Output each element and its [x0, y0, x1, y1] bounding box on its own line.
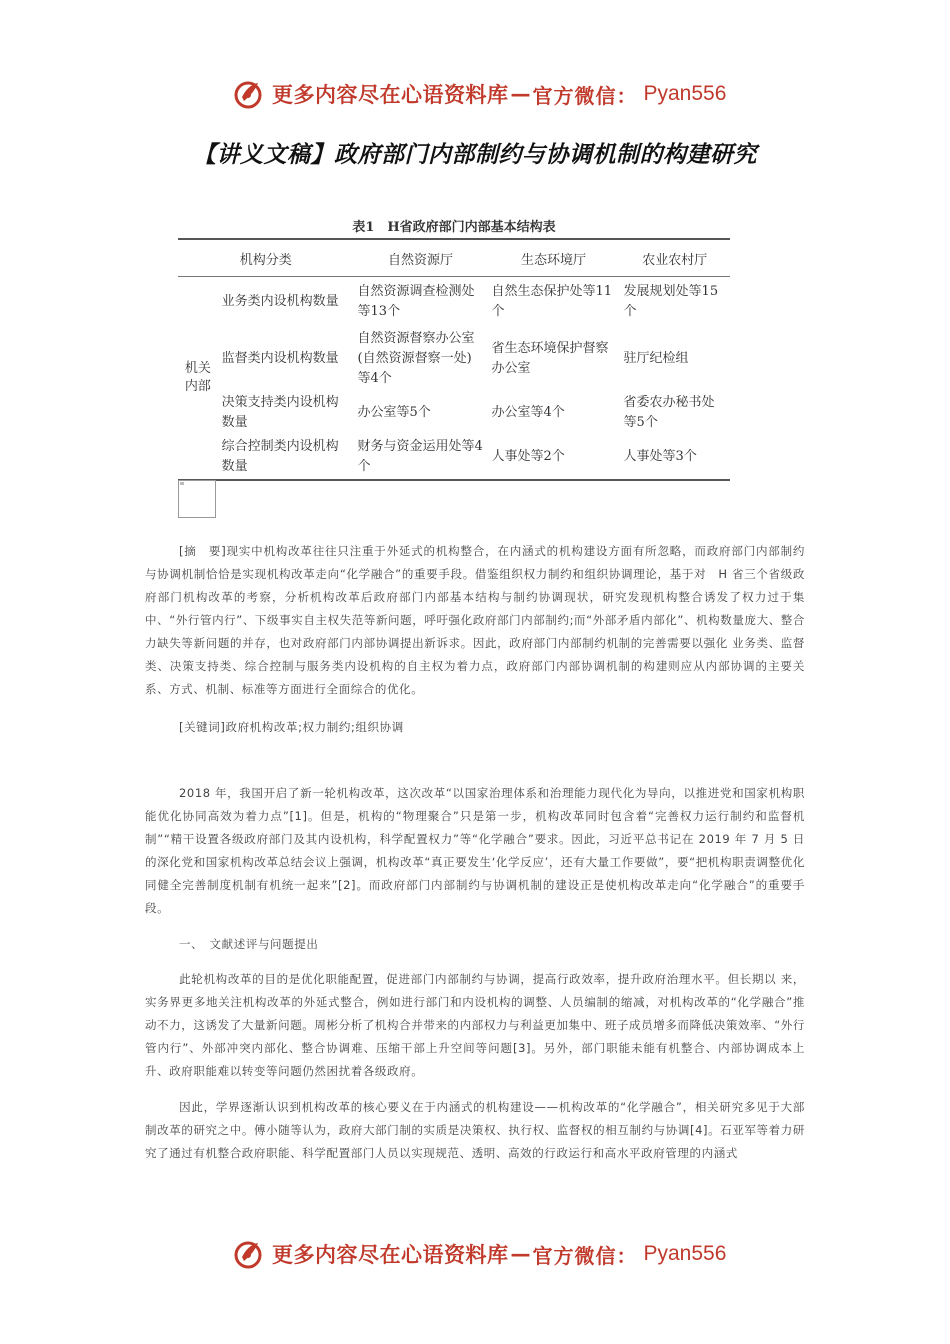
body-paragraph — [145, 782, 805, 920]
brand-logo-icon — [232, 77, 266, 111]
banner-wechat-label: 官方微信： — [532, 1243, 638, 1268]
broken-image-placeholder — [178, 480, 216, 518]
keywords-text: [关键词]政府机构改革;权力制约;组织协调 — [179, 720, 404, 734]
banner-separator: — — [510, 82, 531, 106]
table-row — [178, 435, 730, 480]
section-heading: 一、 文献述评与问题提出 — [179, 937, 319, 951]
table-cell: 自然资源督察办公室(自然资源督察一处)等4个 — [357, 330, 475, 386]
banner-text: 更多内容尽在心语资料库 — [272, 1242, 509, 1267]
header-banner — [232, 74, 752, 114]
table-cell: 自然生态保护处等11个 — [491, 283, 613, 319]
paragraph-text: 此轮机构改革的目的是优化职能配置，促进部门内部制约与协调，提高行政效率，提升政府治理水平。但长期以 来，实务界更多地关注机构改革的外延式整合，例如进行部门和内设机构的调整、人员编制的缩减，对机构改革的“化学融合”推动不力，这诱发了大量新问题。周彬分析了机构合并带来的内部权力与利益更加集中、班子成员增多而降低决策效率、“外行管内行”、外部冲突内部化、整合协调难、压缩干部上升空间等问题[3]。另外，部门职能未能有机整合、内部协调成本上升、政府职能难以转变等问题仍然困扰着各级政府。 — [145, 972, 805, 1078]
keywords-paragraph — [145, 716, 805, 739]
table-cell: 业务类内设机构数量 — [221, 293, 339, 309]
table-cell: 综合控制类内设机构数量 — [221, 438, 339, 474]
table-caption: 表1 H省政府部门内部基本结构表 — [352, 220, 556, 235]
table-cell: 人事处等3个 — [623, 448, 697, 464]
table-header-cell: 生态环境厅 — [488, 239, 620, 277]
footer-banner — [232, 1234, 752, 1274]
table-row — [178, 327, 730, 391]
table-cell: 办公室等5个 — [357, 404, 431, 420]
table-cell: 发展规划处等15个 — [623, 283, 719, 319]
banner-text: 更多内容尽在心语资料库 — [272, 82, 509, 107]
abstract-text: [摘 要]现实中机构改革往往只注重于外延式的机构整合，在内涵式的机构建设方面有所忽略，而政府部门内部制约与协调机制恰恰是实现机构改革走向“化学融合”的重要手段。借鉴组织权力制约和组织协调理论，基于对 H 省三个省级政府部门机构改革的考察，分析机构改革后政府部门内部基本结构与制约协调现状，研究发现机构整合诱发了权力过于集中、“外行管内行”、下级事实自主权失范等新问题，呼吁强化政府部门内部制约;而“外部矛盾内部化”、机构数量庞大、整合力缺失等新问题的并存，也对政府部门内部协调提出新诉求。因此，政府部门内部制约机制的完善需要以强化 业务类、监督类、决策支持类、综合控制与服务类内设机构的自主权为着力点，政府部门内部协调机制的构建则应从内部协调的主要关系、方式、机制、标准等方面进行全面综合的优化。 — [145, 544, 805, 696]
table-row — [178, 277, 730, 327]
structure-table — [178, 238, 730, 481]
banner-wechat-id: Pyan556 — [643, 82, 727, 105]
table-cell: 办公室等4个 — [491, 404, 565, 420]
banner-wechat-label: 官方微信： — [532, 83, 638, 108]
table-header-cell: 自然资源厅 — [354, 239, 488, 277]
paragraph-text: 因此，学界逐渐认识到机构改革的核心要义在于内涵式的机构建设——机构改革的“化学融合”，相关研究多见于大部制改革的研究之中。傅小随等认为，政府大部门制的实质是决策权、执行权、监督权的相互制约与协调[4]。石亚军等着力研究了通过有机整合政府职能、科学配置部门人员以实现规范、透明、高效的行政运行和高水平政府管理的内涵式 — [145, 1100, 805, 1160]
table-cell: 省生态环境保护督察办公室 — [491, 340, 609, 376]
table-header-cell: 机构分类 — [178, 239, 354, 277]
table-cell: 省委农办秘书处等5个 — [623, 394, 715, 430]
banner-wechat-id: Pyan556 — [643, 1242, 727, 1265]
table-header-cell: 农业农村厅 — [620, 239, 730, 277]
body-paragraph — [145, 968, 805, 1083]
body-paragraph — [145, 1096, 805, 1165]
page-title: 【讲义文稿】政府部门内部制约与协调机制的构建研究 — [193, 142, 757, 168]
abstract-paragraph — [145, 540, 805, 701]
table-cell: 自然资源调查检测处等13个 — [357, 283, 475, 319]
table-header-row — [178, 239, 730, 277]
banner-separator: — — [510, 1242, 531, 1266]
table-group-label: 机关内部 — [184, 360, 211, 394]
table-cell: 人事处等2个 — [491, 448, 565, 464]
table-cell: 决策支持类内设机构数量 — [221, 394, 339, 430]
paragraph-text: 2018 年，我国开启了新一轮机构改革，这次改革“以国家治理体系和治理能力现代化为导向，以推进党和国家机构职能优化协同高效为着力点”[1]。但是，机构的“物理聚合”只是第一步，机构改革同时包含着“完善权力运行制约和监督机制”“精干设置各级政府部门及其内设机构，科学配置权力”等“化学融合”要求。因此，习近平总书记在 2019 年 7 月 5 日的深化党和国家机构改革总结会议上强调，机构改革“真正要发生‘化学反应’，还有大量工作要做”，要“把机构职责调整优化同健全完善制度机制有机统一起来”[2]。而政府部门内部制约与协调机制的建设正是使机构改革走向“化学融合”的重要手段。 — [145, 786, 805, 915]
brand-logo-icon — [232, 1237, 266, 1271]
table-cell: 驻厅纪检组 — [623, 350, 689, 366]
table-cell: 财务与资金运用处等4个 — [357, 438, 483, 474]
structure-table-figure — [178, 216, 730, 481]
table-row — [178, 391, 730, 435]
table-cell: 监督类内设机构数量 — [221, 350, 339, 366]
